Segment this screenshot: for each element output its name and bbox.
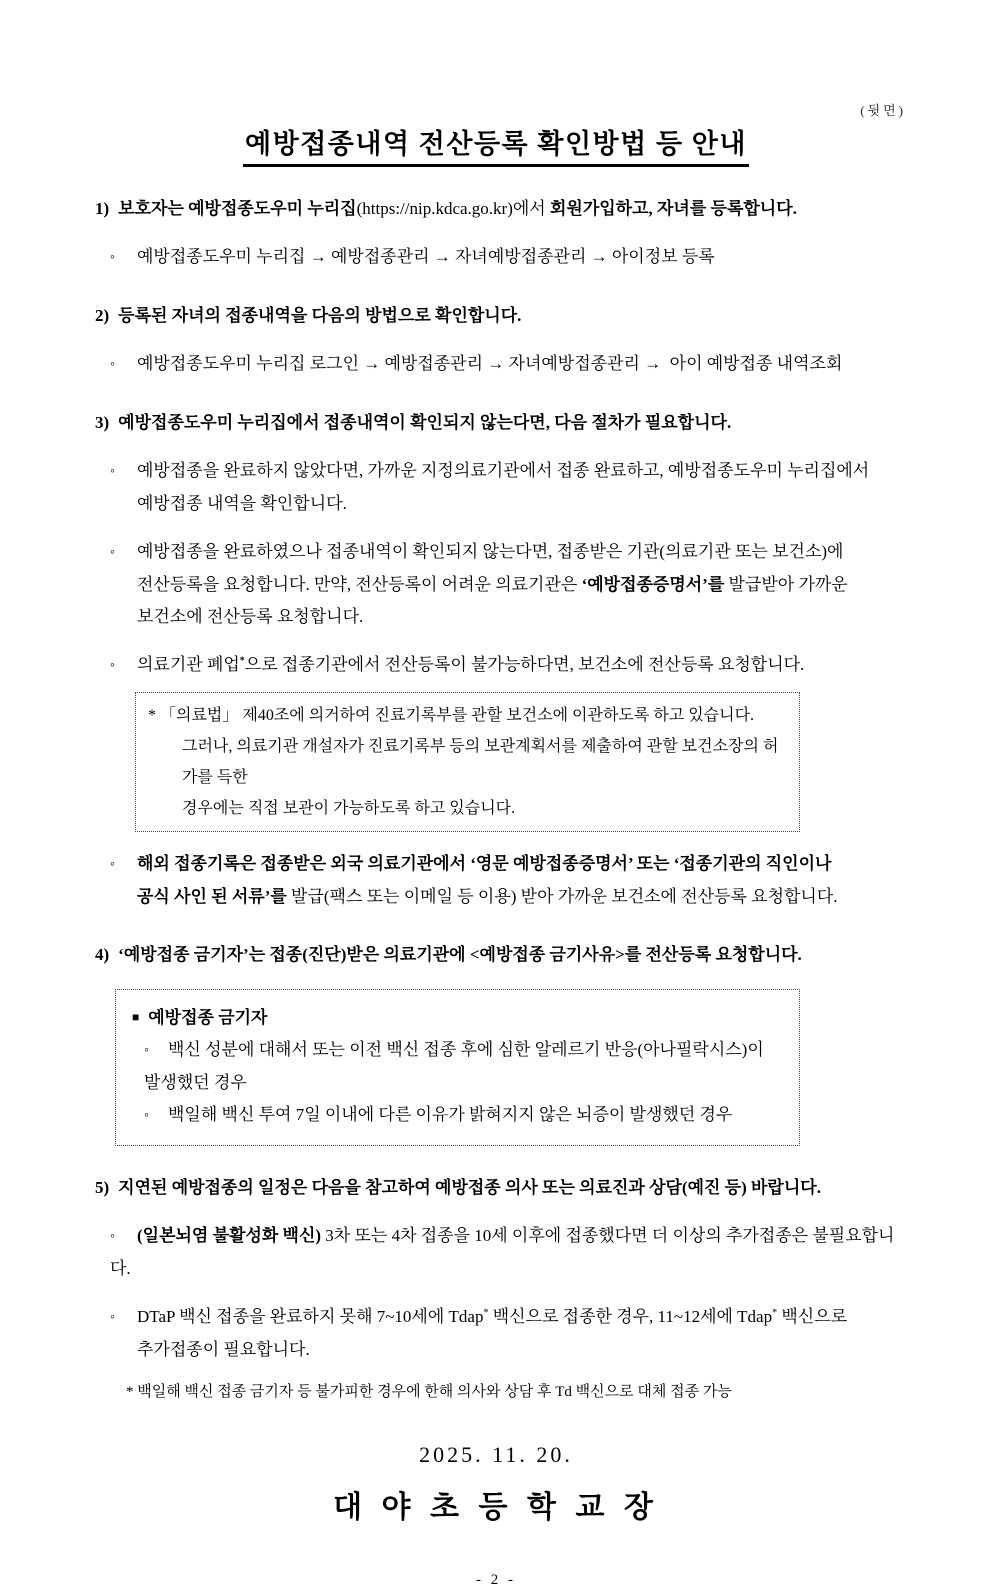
text-segment: * [239,655,245,667]
text-line [95,300,900,332]
circle-bullet-icon: ◦ [110,1310,115,1325]
text-line [110,848,900,881]
corner-note: (뒷면) [860,103,906,118]
text-segment: 백일해 백신 투여 7일 이내에 다른 이유가 밝혀지지 않은 뇌증이 발생했던 경우 [168,1105,733,1124]
text-segment: * 백일해 백신 접종 금기자 등 불가피한 경우에 한해 의사와 상담 후 Td 백신으로 대체 접종 가능 [126,1384,732,1400]
text-segment: ‘예방접종증명서’를 [581,575,725,594]
circle-bullet-icon: ◦ [110,857,115,872]
text-line [110,348,900,381]
text-segment: 3차 또는 4차 접종을 10세 이후에 접종했다면 더 이상의 추가접종은 불필요합니다. [110,1226,895,1278]
text-segment: 등록된 자녀의 접종내역을 다음의 방법으로 확인합니다. [118,306,522,325]
text-line [110,601,900,633]
bullet-item [0,1220,900,1285]
page-title: 예방접종내역 전산등록 확인방법 등 안내 [243,122,749,167]
circle-bullet-icon: ◦ [144,1043,149,1058]
text-segment: 해외 접종기록은 접종받은 외국 의료기관에서 ‘영문 예방접종증명서’ 또는 ‘접종기관의 직인이나 [137,854,832,873]
text-segment: 전산등록을 요청합니다. 만약, 전산등록이 어려운 의료기관은 [137,575,582,594]
bullet-item [0,536,900,633]
numbered-item [0,193,900,225]
text-segment: (일본뇌염 불활성화 백신) [137,1226,322,1245]
numbered-item [0,939,900,971]
footnote [0,1378,900,1406]
text-segment: 의료기관 폐업 [137,655,240,674]
text-segment: 백신으로 접종한 경우, 11~12세에 Tdap [488,1307,773,1326]
square-bullet-icon: ■ [132,1010,140,1024]
bullet-item [0,649,900,682]
text-line [148,793,787,824]
text-segment: 예방접종도우미 누리집 로그인 → 예방접종관리 → 자녀예방접종관리 → 아이 예방접종 내역조회 [137,354,843,373]
text-segment: 으로 접종기관에서 전산등록이 불가능하다면, 보건소에 전산등록 요청합니다. [244,655,805,674]
box-header-label: 예방접종 금기자 [148,1008,268,1027]
list-item [132,1099,783,1132]
bullet-item [0,348,900,381]
text-line [126,1378,900,1406]
circle-bullet-icon: ◦ [110,1229,115,1244]
text-segment: 백신 성분에 대해서 또는 이전 백신 접종 후에 심한 알레르기 반응(아나필락시스)이 발생했던 경우 [144,1040,768,1092]
text-segment: 보건소에 전산등록 요청합니다. [137,607,364,626]
text-line [95,407,900,439]
circle-bullet-icon: ◦ [110,357,115,372]
text-segment: 예방접종을 완료하였으나 접종내역이 확인되지 않는다면, 접종받은 기관(의료기관 또는 보건소)에 [137,542,844,561]
item-number: 5) [95,1178,110,1197]
text-line [95,1172,900,1204]
text-segment: ‘예방접종 금기자’는 접종(진단)받은 의료기관에 <예방접종 금기사유>를 전산등록 요청합니다. [118,945,802,964]
contraindication-box [115,989,800,1146]
signature: 대 야 초 등 학 교 장 [333,1491,659,1524]
circle-bullet-icon: ◦ [110,250,115,265]
circle-bullet-icon: ◦ [110,658,115,673]
text-line [148,731,787,793]
document-body [0,193,992,1406]
item-number: 1) [95,199,110,218]
bullet-item [0,848,900,913]
text-segment: 예방접종도우미 누리집에서 접종내역이 확인되지 않는다면, 다음 절차가 필요합니다. [118,413,732,432]
bullet-item [0,1301,900,1366]
text-segment: 회원가입하고, 자녀를 등록합니다. [549,199,797,218]
text-line [95,193,900,225]
title-wrap [0,122,992,167]
page-number: - 2 - [476,1572,516,1588]
text-segment: 보호자는 예방접종도우미 누리집 [118,199,357,218]
numbered-item [0,300,900,332]
issue-date: 2025. 11. 20. [419,1442,573,1467]
circle-bullet-icon: ◦ [110,545,115,560]
list-item [132,1034,783,1099]
text-segment: DTaP 백신 접종을 완료하지 못해 7~10세에 Tdap [137,1307,484,1326]
text-segment: 지연된 예방접종의 일정은 다음을 참고하여 예방접종 의사 또는 의료진과 상담(예진 등) 바랍니다. [118,1178,821,1197]
text-segment: * [772,1307,778,1319]
text-segment: 발급(팩스 또는 이메일 등 이용) 받아 가까운 보건소에 전산등록 요청합니다. [286,887,838,906]
text-segment: 추가접종이 필요합니다. [137,1340,310,1359]
circle-bullet-icon: ◦ [144,1108,149,1123]
text-segment: 발급받아 가까운 [724,575,848,594]
text-segment: (https://nip.kdca.go.kr)에서 [356,199,550,218]
bullet-item [0,455,900,520]
text-line [110,649,900,682]
text-segment: 예방접종을 완료하지 않았다면, 가까운 지정의료기관에서 접종 완료하고, 예방접종도우미 누리집에서 [137,461,870,480]
bullet-item [0,241,900,274]
text-segment: * [483,1307,489,1319]
item-number: 3) [95,413,110,432]
text-segment: 백신으로 [777,1307,848,1326]
text-line [110,1220,900,1285]
text-line [110,488,900,520]
text-line [110,1301,900,1334]
numbered-item [0,407,900,439]
text-line [110,455,900,488]
law-note-box [135,692,800,832]
text-line [110,881,900,913]
text-segment: * 「의료법」 제40조에 의거하여 진료기록부를 관할 보건소에 이관하도록 하고 있습니다. [148,707,755,724]
numbered-item [0,1172,900,1204]
item-number: 4) [95,945,110,964]
text-segment: 그러나, 의료기관 개설자가 진료기록부 등의 보관계획서를 제출하여 관할 보건소장의 허가를 득한 [182,738,779,786]
text-segment: 예방접종 내역을 확인합니다. [137,494,347,513]
text-line [110,569,900,601]
text-segment: 공식 사인 된 서류’를 [137,887,287,906]
item-number: 2) [95,306,110,325]
text-line [148,700,787,731]
text-segment: 예방접종도우미 누리집 → 예방접종관리 → 자녀예방접종관리 → 아이정보 등록 [137,247,715,266]
text-line [95,939,900,971]
text-line [110,241,900,274]
text-line [110,536,900,569]
box-header [132,1001,783,1034]
text-line [110,1334,900,1366]
circle-bullet-icon: ◦ [110,464,115,479]
text-segment: 경우에는 직접 보관이 가능하도록 하고 있습니다. [182,800,516,817]
